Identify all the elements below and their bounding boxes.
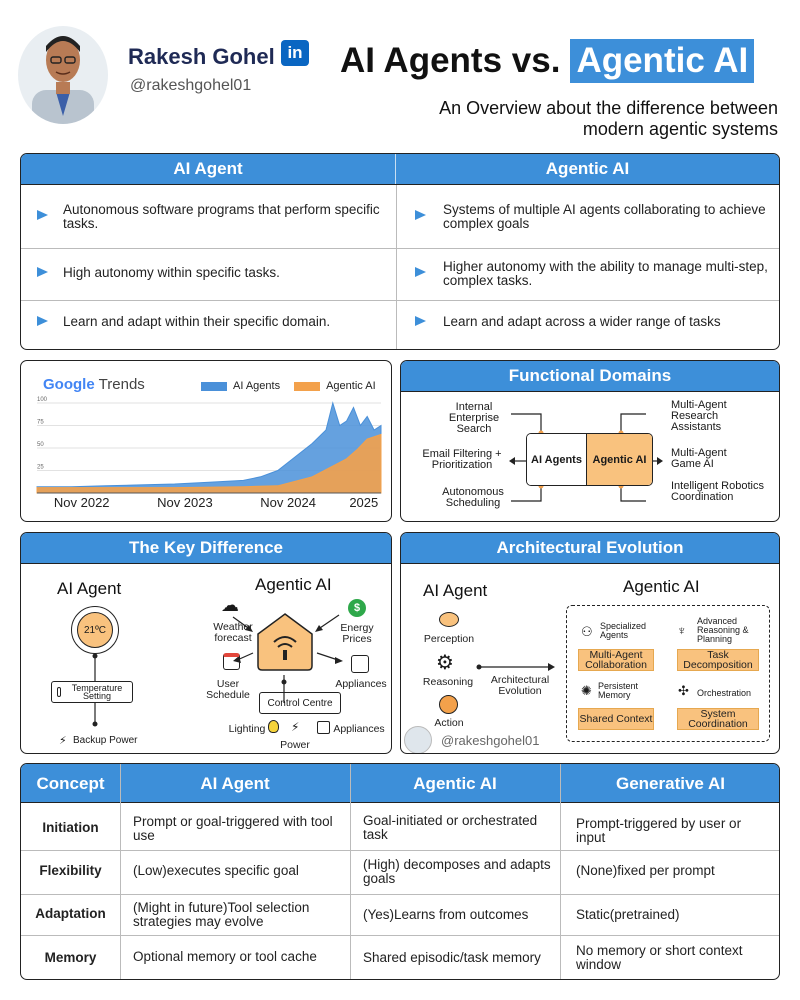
trends-card xyxy=(20,360,392,522)
center-agentic-ai: Agentic AI xyxy=(587,434,652,485)
comparison-header-left: AI Agent xyxy=(21,154,396,184)
persistent-label: Persistent Memory xyxy=(598,681,639,700)
generative-initiation: Prompt-triggered by user or input xyxy=(576,816,742,845)
lighting-label: Lighting xyxy=(228,723,266,735)
bullet-icon xyxy=(415,210,426,220)
domains-center-box xyxy=(526,433,653,486)
title-part2: Agentic AI xyxy=(570,39,754,83)
concept-table xyxy=(20,763,780,980)
key-difference-card xyxy=(20,532,392,754)
center-ai-agents: AI Agents xyxy=(527,434,587,485)
specialized-label: Specialized Agents xyxy=(600,621,647,640)
bullet-icon xyxy=(415,316,426,326)
bullet-icon xyxy=(37,316,48,326)
y-tick-label: 100 xyxy=(37,397,48,403)
comparison-left-1: Autonomous software programs that perform specific tasks. xyxy=(63,202,380,231)
perception-label: Perception xyxy=(423,633,475,645)
agentic-adaptation: (Yes)Learns from outcomes xyxy=(363,907,529,922)
trends-logo-text: Trends xyxy=(98,376,145,393)
dollar-icon: $ xyxy=(348,599,366,617)
col-sep-1 xyxy=(120,764,121,979)
reasoning-tree-icon: ♆ xyxy=(677,623,687,638)
generative-flexibility: (None)fixed per prompt xyxy=(576,863,715,878)
kd-agent-label: AI Agent xyxy=(57,579,122,598)
agentic-memory: Shared episodic/task memory xyxy=(363,950,541,965)
watermark-handle: @rakeshgohel01 xyxy=(441,733,540,748)
key-difference-title: The Key Difference xyxy=(21,533,391,564)
user-schedule-label: User Schedule xyxy=(206,678,250,701)
comparison-right-3: Learn and adapt across a wider range of tasks xyxy=(443,314,721,329)
comparison-divider xyxy=(396,185,397,349)
evolution-label: Architectural Evolution xyxy=(490,674,550,697)
multi-agent-collab-box: Multi-Agent Collaboration xyxy=(578,649,654,671)
author-handle: @rakeshgohel01 xyxy=(130,77,252,94)
appliance-icon xyxy=(351,655,369,673)
y-tick-label: 25 xyxy=(37,464,44,471)
weather-label: Weather forecast xyxy=(213,621,253,644)
header-agentic-ai: Agentic AI xyxy=(413,773,497,793)
backup-power-label: Backup Power xyxy=(73,735,138,746)
backup-power-icon: ⚡ xyxy=(59,735,67,747)
generative-memory: No memory or short context window xyxy=(576,943,743,972)
calendar-icon xyxy=(223,653,240,670)
concept-initiation: Initiation xyxy=(42,820,99,835)
agent-adaptation: (Might in future)Tool selection strategies may evolve xyxy=(133,900,310,929)
header-ai-agent: AI Agent xyxy=(200,773,270,793)
concept-flexibility: Flexibility xyxy=(39,863,102,878)
y-tick-label: 50 xyxy=(37,442,44,448)
domain-right-3: Intelligent Robotics Coordination xyxy=(671,480,764,503)
power-icon: ⚡ xyxy=(291,720,300,734)
watermark-avatar xyxy=(404,726,432,754)
x-tick-label: Nov 2022 xyxy=(53,495,110,510)
row-line-2 xyxy=(21,894,779,895)
header-generative-ai: Generative AI xyxy=(616,773,725,793)
col-sep-2 xyxy=(350,764,351,979)
domains-card xyxy=(400,360,780,522)
google-logo-text: Google xyxy=(43,376,95,393)
comparison-right-2: Higher autonomy with the ability to manage multi-step, complex tasks. xyxy=(443,259,768,288)
trends-chart xyxy=(21,361,392,522)
agentic-initiation: Goal-initiated or orchestrated task xyxy=(363,813,538,842)
y-tick-label: 75 xyxy=(37,419,44,426)
appliances-right-label: Appliances xyxy=(335,678,387,690)
architecture-title: Architectural Evolution xyxy=(401,533,779,564)
task-decomp-box: Task Decomposition xyxy=(677,649,759,671)
generative-adaptation: Static(pretrained) xyxy=(576,907,680,922)
domain-left-2: Email Filtering + Prioritization xyxy=(422,448,502,471)
agent-memory: Optional memory or tool cache xyxy=(133,949,317,964)
author-name: Rakesh Gohel xyxy=(128,44,275,69)
system-coord-box: System Coordination xyxy=(677,708,759,730)
header-concept: Concept xyxy=(36,773,105,793)
architecture-card xyxy=(400,532,780,754)
bullet-icon xyxy=(37,210,48,220)
agent-flexibility: (Low)executes specific goal xyxy=(133,863,299,878)
comparison-card xyxy=(20,153,780,350)
thermostat-value: 21ºC xyxy=(77,612,113,648)
orchestration-icon: ✣ xyxy=(678,683,689,698)
agentic-flexibility: (High) decomposes and adapts goals xyxy=(363,857,551,886)
row-line-3 xyxy=(21,935,779,936)
bullet-icon xyxy=(37,267,48,277)
agent-initiation: Prompt or goal-triggered with tool use xyxy=(133,814,333,843)
row-sep-2 xyxy=(21,300,779,301)
legend-agentic: Agentic AI xyxy=(326,380,376,392)
comparison-left-2: High autonomy within specific tasks. xyxy=(63,265,280,280)
bullet-icon xyxy=(415,267,426,277)
appliances-bottom-label: Appliances xyxy=(333,723,385,735)
orchestration-label: Orchestration xyxy=(697,688,752,698)
legend-agents: AI Agents xyxy=(233,380,281,392)
row-sep-1 xyxy=(21,248,779,249)
x-tick-label: Nov 2024 xyxy=(260,495,316,510)
gear-icon: ⚙ xyxy=(436,652,454,674)
comparison-right-1: Systems of multiple AI agents collaborating to achieve complex goals xyxy=(443,202,766,231)
arch-agent-label: AI Agent xyxy=(423,581,488,600)
advanced-label: Advanced Reasoning & Planning xyxy=(697,616,749,644)
page-title xyxy=(340,36,754,86)
arch-agentic-label: Agentic AI xyxy=(623,577,700,596)
kd-agentic-label: Agentic AI xyxy=(255,575,332,594)
memory-icon: ✺ xyxy=(581,683,592,698)
comparison-header xyxy=(21,154,779,185)
shared-context-box: Shared Context xyxy=(578,708,654,730)
concept-adaptation: Adaptation xyxy=(35,906,106,921)
col-sep-3 xyxy=(560,764,561,979)
domain-left-3: Autonomous Scheduling xyxy=(442,486,504,509)
domain-right-1: Multi-Agent Research Assistants xyxy=(671,399,727,433)
author-avatar xyxy=(18,26,108,124)
home-hub-icon xyxy=(254,610,316,672)
domains-title: Functional Domains xyxy=(401,361,779,392)
row-line-1 xyxy=(21,850,779,851)
thermometer-icon xyxy=(57,687,61,697)
domain-right-2: Multi-Agent Game AI xyxy=(671,447,727,470)
linkedin-icon[interactable]: in xyxy=(281,40,309,66)
specialized-icon: ⚇ xyxy=(581,624,593,639)
control-centre-box: Control Centre xyxy=(259,692,341,714)
x-tick-label: Nov 2023 xyxy=(157,495,213,510)
title-part1: AI Agents vs. xyxy=(340,41,561,80)
subtitle-line2: modern agentic systems xyxy=(582,119,778,139)
x-tick-label: 2025 xyxy=(349,495,379,510)
subtitle-line1: An Overview about the difference between xyxy=(439,98,778,118)
domain-left-1: Internal Enterprise Search xyxy=(448,401,500,435)
comparison-left-3: Learn and adapt within their specific domain. xyxy=(63,314,331,329)
power-label: Power xyxy=(280,739,310,751)
action-label: Action xyxy=(434,717,464,729)
energy-label: Energy Prices xyxy=(340,622,374,645)
concept-memory: Memory xyxy=(44,950,97,965)
appliance-bottom-icon xyxy=(317,721,330,734)
reasoning-label: Reasoning xyxy=(422,676,474,688)
cloud-icon: ☁ xyxy=(221,595,239,615)
bulb-icon xyxy=(268,720,279,733)
temp-setting-box: Temperature Setting xyxy=(51,681,133,703)
comparison-header-right: Agentic AI xyxy=(545,159,630,178)
